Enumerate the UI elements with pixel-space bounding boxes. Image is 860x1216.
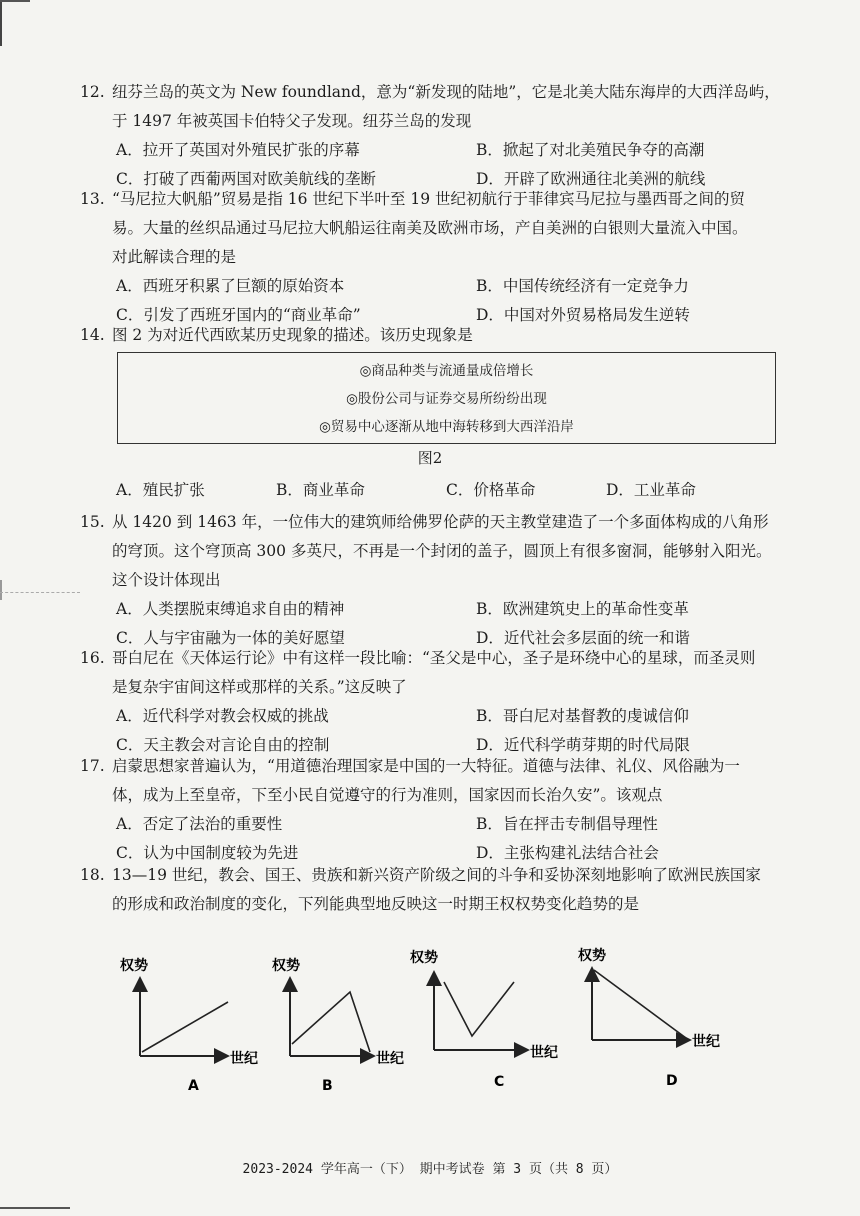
chart-label: A	[188, 1078, 199, 1090]
chart-label: B	[322, 1078, 333, 1090]
x-axis-label: 世纪	[376, 1051, 404, 1067]
option-a: A．否定了法治的重要性	[116, 815, 283, 833]
option-b: B．哥白尼对基督教的虔诚信仰	[476, 707, 689, 725]
option-c: C．人与宇宙融为一体的美好愿望	[116, 629, 345, 647]
question-text: 从 1420 到 1463 年，一位伟大的建筑师给佛罗伦萨的天主教堂建造了一个多面体构成的八角形	[112, 513, 769, 531]
option-a: A．西班牙积累了巨额的原始资本	[116, 277, 345, 295]
y-axis-label: 权势	[272, 958, 300, 974]
y-axis-label: 权势	[410, 950, 438, 966]
y-axis-label: 权势	[120, 958, 148, 974]
option-b: B．欧洲建筑史上的革命性变革	[476, 600, 689, 618]
trend-line	[142, 1002, 228, 1052]
question-text: 于 1497 年被英国卡伯特父子发现。纽芬兰岛的发现	[112, 112, 472, 130]
question-15	[80, 508, 780, 653]
question-14-options	[80, 476, 780, 505]
question-text: 是复杂宇宙间这样或那样的关系。”这反映了	[112, 678, 407, 696]
question-number: 17.	[80, 757, 105, 775]
option-d: D．开辟了欧洲通往北美洲的航线	[476, 170, 706, 188]
question-text: 这个设计体现出	[112, 571, 221, 589]
option-c: C．价格革命	[446, 481, 536, 499]
question-text: 的穹顶。这个穹顶高 300 多英尺，不再是一个封闭的盖子，圆顶上有很多窗洞，能够射入阳光。	[112, 542, 772, 560]
trend-line	[444, 982, 514, 1036]
option-d: D．主张构建礼法结合社会	[476, 844, 659, 862]
figure-item: ◎贸易中心逐渐从地中海转移到大西洋沿岸	[319, 419, 574, 435]
question-number: 15.	[80, 513, 105, 531]
question-number: 14.	[80, 326, 105, 344]
question-16	[80, 644, 780, 760]
page-footer: 2023-2024 学年高一（下） 期中考试卷 第 3 页（共 8 页）	[242, 1162, 618, 1177]
question-text: 图 2 为对近代西欧某历史现象的描述。该历史现象是	[112, 326, 473, 344]
question-13	[80, 185, 780, 330]
chart-a	[120, 940, 260, 1090]
chart-label: D	[666, 1073, 678, 1089]
figure-item: ◎股份公司与证券交易所纷纷出现	[346, 391, 547, 407]
x-axis-label: 世纪	[230, 1051, 258, 1067]
question-text: 对此解读合理的是	[112, 248, 237, 266]
x-axis-label: 世纪	[530, 1045, 558, 1061]
option-a: A．拉开了英国对外殖民扩张的序幕	[116, 141, 360, 159]
question-number: 16.	[80, 649, 105, 667]
trend-charts	[110, 940, 770, 1090]
option-d: D．近代科学萌芽期的时代局限	[476, 736, 690, 754]
trend-line	[594, 970, 686, 1038]
question-number: 12.	[80, 83, 105, 101]
question-18	[80, 861, 780, 919]
margin-rule	[0, 1207, 70, 1209]
option-b: B．商业革命	[276, 481, 365, 499]
question-text: 哥白尼在《天体运行论》中有这样一段比喻：“圣父是中心，圣子是环绕中心的星球，而圣灵则	[112, 649, 756, 667]
figure-item: ◎商品种类与流通量成倍增长	[359, 363, 534, 379]
margin-rule	[0, 580, 2, 600]
x-axis-label: 世纪	[692, 1034, 720, 1050]
option-b: B．掀起了对北美殖民争夺的高潮	[476, 141, 705, 159]
margin-rule	[0, 0, 30, 2]
option-b: B．旨在抨击专制倡导理性	[476, 815, 658, 833]
option-a: A．殖民扩张	[116, 481, 205, 499]
option-d: D．工业革命	[606, 481, 696, 499]
option-d: D．近代社会多层面的统一和谐	[476, 629, 690, 647]
question-text: “马尼拉大帆船”贸易是指 16 世纪下半叶至 19 世纪初航行于菲律宾马尼拉与墨西哥之间的贸	[112, 190, 746, 208]
fold-line	[0, 592, 80, 593]
option-b: B．中国传统经济有一定竞争力	[476, 277, 689, 295]
chart-label: C	[494, 1074, 505, 1090]
option-a: A．人类摆脱束缚追求自由的精神	[116, 600, 345, 618]
question-text: 体，成为上至皇帝，下至小民自觉遵守的行为准则，国家因而长治久安”。该观点	[112, 786, 663, 804]
option-a: A．近代科学对教会权威的挑战	[116, 707, 329, 725]
figure-caption: 图2	[417, 449, 443, 467]
option-c: C．引发了西班牙国内的“商业革命”	[116, 306, 361, 324]
question-text: 启蒙思想家普遍认为，“用道德治理国家是中国的一大特征。道德与法律、礼仪、风俗融为一	[112, 757, 740, 775]
question-17	[80, 752, 780, 868]
figure-2-box	[117, 352, 776, 444]
option-c: C．认为中国制度较为先进	[116, 844, 299, 862]
question-number: 18.	[80, 866, 105, 884]
option-c: C．天主教会对言论自由的控制	[116, 736, 330, 754]
question-number: 13.	[80, 190, 105, 208]
chart-b	[270, 940, 410, 1090]
question-text: 13—19 世纪，教会、国王、贵族和新兴资产阶级之间的斗争和妥协深刻地影响了欧洲民族国家	[112, 866, 761, 884]
y-axis-label: 权势	[578, 948, 606, 964]
question-text: 的形成和政治制度的变化，下列能典型地反映这一时期王权权势变化趋势的是	[112, 895, 640, 913]
question-text: 纽芬兰岛的英文为 New foundland，意为“新发现的陆地”，它是北美大陆东海岸的大西洋岛屿，	[112, 83, 780, 101]
question-14	[80, 321, 780, 350]
option-d: D．中国对外贸易格局发生逆转	[476, 306, 690, 324]
margin-rule	[0, 0, 2, 46]
question-12	[80, 78, 780, 194]
option-c: C．打破了西葡两国对欧美航线的垄断	[116, 170, 376, 188]
question-text: 易。大量的丝织品通过马尼拉大帆船运往南美及欧洲市场，产自美洲的白银则大量流入中国。	[112, 219, 748, 237]
trend-line	[292, 992, 370, 1052]
chart-d	[578, 940, 748, 1090]
chart-c	[410, 940, 570, 1090]
